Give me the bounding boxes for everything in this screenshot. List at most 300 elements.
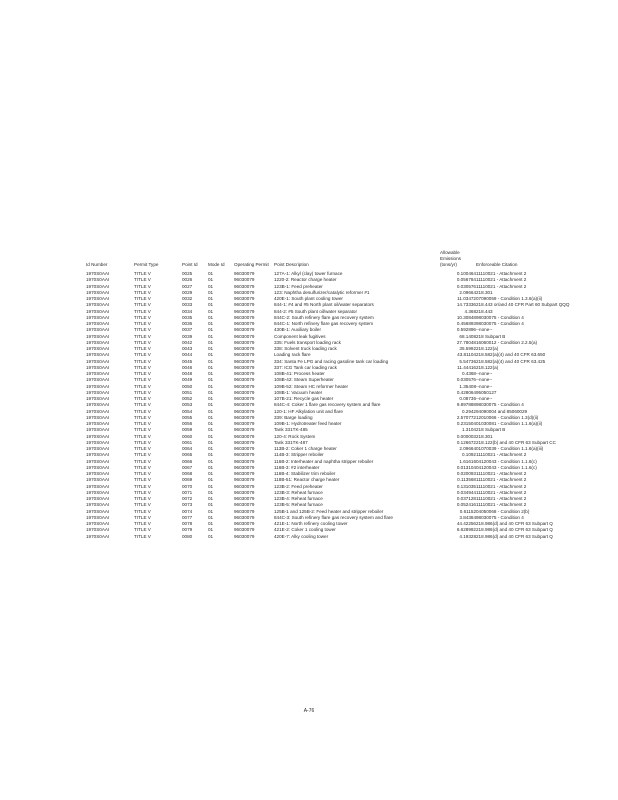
cell-enforceable-citation: 11110021 - Attachment 2 — [476, 502, 527, 508]
cell-mode-id: 01 — [208, 277, 214, 283]
cell-permit-type: TITLE V — [134, 452, 151, 458]
cell-id-number: 1970S0AAI — [86, 533, 110, 539]
cell-point-id: 0046 — [182, 364, 193, 370]
cell-operating-permit: 96030079 — [234, 389, 255, 395]
cell-point-description: 114B-3: Stripper reboiler — [274, 452, 324, 458]
cell-allowable-emissions: 44.42256 — [456, 521, 476, 526]
cell-operating-permit: 96030079 — [234, 308, 255, 314]
cell-permit-type: TITLE V — [134, 308, 151, 314]
cell-point-description: 125B-1 and 125B-2: Feed heater and stripper reboiler — [274, 508, 384, 514]
cell-permit-type: TITLE V — [134, 521, 151, 526]
cell-point-id: 0050 — [182, 383, 193, 389]
cell-enforceable-citation: 218.443 or/and 40 CFR Part 60 Subpart QQQ — [476, 302, 570, 308]
cell-enforceable-citation: 218.986(d) and 40 CFR 63 Subpart Q — [476, 521, 553, 526]
cell-id-number: 1970S0AAI — [86, 514, 110, 520]
header-permit-type: Permit Type — [134, 262, 159, 267]
cell-enforceable-citation: 218.986(d) and 40 CFR 63 Subpart Q — [476, 533, 553, 539]
cell-permit-type: TITLE V — [134, 489, 151, 495]
cell-permit-type: TITLE V — [134, 383, 151, 389]
cell-enforceable-citation: 218.301 — [476, 433, 493, 439]
cell-enforceable-citation: 218.122(b) and 40 CFR 63 Subpart CC — [476, 439, 556, 445]
cell-point-description: 844C-3: South refinery flare gas recovery system and flare — [274, 514, 393, 520]
cell-mode-id: 01 — [208, 389, 214, 395]
cell-mode-id: 01 — [208, 314, 214, 320]
cell-operating-permit: 96030079 — [234, 439, 255, 445]
cell-mode-id: 01 — [208, 371, 214, 376]
cell-permit-type: TITLE V — [134, 439, 151, 445]
cell-point-description: 421E-1: North refinery cooling tower — [274, 521, 348, 526]
cell-point-description: 844C-2: South refinery flare gas recovery system — [274, 314, 374, 320]
cell-point-description: 116B-4: Stabilizer trim reboiler — [274, 471, 336, 476]
cell-operating-permit: 96030079 — [234, 514, 255, 520]
cell-operating-permit: 96030079 — [234, 396, 255, 401]
cell-mode-id: 01 — [208, 458, 214, 464]
cell-allowable-emissions: 0.126672 — [456, 439, 476, 445]
cell-operating-permit: 96030079 — [234, 414, 255, 420]
cell-mode-id: 01 — [208, 377, 214, 383]
cell-point-description: 116B-2: Interheater and naphtha stripper reboiler — [274, 458, 374, 464]
cell-point-id: 0074 — [182, 508, 193, 514]
cell-point-id: 0049 — [182, 377, 193, 383]
cell-point-id: 0071 — [182, 489, 193, 495]
cell-permit-type: TITLE V — [134, 352, 151, 358]
cell-allowable-emissions: 0.056784 — [456, 277, 476, 283]
cell-allowable-emissions: 0.428064 — [456, 389, 476, 395]
cell-enforceable-citation: 01030081 - Condition 1.1.6(a)(ii) — [476, 421, 543, 426]
cell-point-description: 339: Barge loading — [274, 414, 313, 420]
cell-allowable-emissions: 27.78048 — [456, 339, 476, 345]
cell-mode-id: 01 — [208, 489, 214, 495]
cell-permit-type: TITLE V — [134, 327, 151, 333]
cell-enforceable-citation: --none-- — [476, 377, 493, 383]
cell-operating-permit: 96030079 — [234, 302, 255, 308]
cell-mode-id: 01 — [208, 308, 214, 314]
cell-allowable-emissions: 1.35408 — [459, 383, 476, 389]
cell-enforceable-citation: 11110021 - Attachment 2 — [476, 271, 527, 276]
cell-operating-permit: 96030079 — [234, 427, 255, 433]
cell-enforceable-citation: 11110021 - Attachment 2 — [476, 483, 527, 489]
cell-operating-permit: 96030079 — [234, 327, 255, 333]
cell-enforceable-citation: --none-- — [476, 327, 493, 333]
cell-point-id: 0066 — [182, 458, 193, 464]
cell-point-description: 123B-5: Reheat furnace — [274, 502, 323, 508]
cell-mode-id: 01 — [208, 296, 214, 301]
cell-permit-type: TITLE V — [134, 364, 151, 370]
cell-point-description: 123B-2: Feed preheater — [274, 483, 323, 489]
cell-point-description: Tank 331TK-485 — [274, 427, 308, 433]
cell-allowable-emissions: 0.08736 — [459, 396, 476, 401]
cell-allowable-emissions: 1.61616 — [459, 458, 476, 464]
cell-enforceable-citation: 218.301 — [476, 289, 493, 295]
cell-allowable-emissions: 2.09664 — [459, 289, 476, 295]
cell-operating-permit: 96030079 — [234, 471, 255, 476]
cell-allowable-emissions: 43.81104 — [457, 352, 476, 358]
cell-enforceable-citation: 01070039 - Condition 1.1.6(a)(iii) — [476, 446, 544, 451]
cell-id-number: 1970S0AAI — [86, 302, 110, 308]
cell-point-id: 0051 — [182, 389, 193, 395]
cell-permit-type: TITLE V — [134, 527, 151, 533]
cell-enforceable-citation: --none-- — [476, 383, 493, 389]
cell-permit-type: TITLE V — [134, 371, 151, 376]
cell-operating-permit: 96030079 — [234, 458, 255, 464]
cell-point-id: 0026 — [182, 277, 193, 283]
cell-permit-type: TITLE V — [134, 508, 151, 514]
cell-mode-id: 01 — [208, 346, 214, 351]
cell-point-id: 0045 — [182, 358, 193, 364]
cell-operating-permit: 96030079 — [234, 452, 255, 458]
cell-permit-type: TITLE V — [134, 358, 151, 364]
cell-operating-permit: 96030079 — [234, 502, 255, 508]
cell-id-number: 1970S0AAI — [86, 446, 110, 451]
cell-enforceable-citation: 12010066 - Condition 1.3(d)(ii) — [476, 414, 539, 420]
emissions-table — [86, 250, 616, 540]
cell-id-number: 1970S0AAI — [86, 277, 110, 283]
cell-id-number: 1970S0AAI — [86, 521, 110, 526]
cell-point-description: 844C-1: North refinery flare gas recovery system — [274, 321, 374, 326]
cell-id-number: 1970S0AAI — [86, 527, 110, 533]
cell-operating-permit: 96030079 — [234, 508, 255, 514]
cell-enforceable-citation: 11110021 - Attachment 2 — [476, 471, 527, 476]
cell-permit-type: TITLE V — [134, 446, 151, 451]
cell-point-description: 421E-2: Coker 1 cooling tower — [274, 527, 336, 533]
cell-enforceable-citation: 11110021 - Attachment 2 — [476, 452, 527, 458]
cell-allowable-emissions: 0.037128 — [456, 496, 476, 501]
cell-mode-id: 01 — [208, 471, 214, 476]
cell-point-id: 0079 — [182, 527, 193, 533]
cell-permit-type: TITLE V — [134, 533, 151, 539]
cell-point-id: 0067 — [182, 464, 193, 470]
cell-point-description: 120-4: Rock System — [274, 433, 316, 439]
cell-permit-type: TITLE V — [134, 471, 151, 476]
cell-permit-type: TITLE V — [134, 296, 151, 301]
cell-mode-id: 01 — [208, 358, 214, 364]
cell-mode-id: 01 — [208, 433, 214, 439]
cell-point-description: 123B-4: Reheat furnace — [274, 496, 323, 501]
cell-permit-type: TITLE V — [134, 421, 151, 426]
cell-id-number: 1970S0AAI — [86, 377, 110, 383]
cell-allowable-emissions: 0.030576 — [456, 377, 476, 383]
cell-point-id: 0077 — [182, 514, 193, 520]
cell-point-id: 0072 — [182, 496, 193, 501]
cell-mode-id: 01 — [208, 283, 214, 289]
cell-mode-id: 01 — [208, 508, 214, 514]
cell-permit-type: TITLE V — [134, 302, 151, 308]
cell-enforceable-citation: --none-- — [476, 371, 493, 376]
cell-mode-id: 01 — [208, 333, 214, 339]
cell-allowable-emissions: 0.013104 — [456, 464, 476, 470]
header-operating-permit: Operating Permit — [234, 262, 269, 267]
cell-allowable-emissions: 2.570772 — [456, 414, 476, 420]
cell-operating-permit: 96030079 — [234, 527, 255, 533]
cell-enforceable-citation: 11110021 - Attachment 2 — [476, 277, 527, 283]
cell-id-number: 1970S0AAI — [86, 483, 110, 489]
cell-enforceable-citation: 11110021 - Attachment 2 — [476, 489, 527, 495]
cell-mode-id: 01 — [208, 477, 214, 483]
cell-operating-permit: 96030079 — [234, 321, 255, 326]
cell-allowable-emissions: 14.73336 — [456, 302, 476, 308]
cell-operating-permit: 96030079 — [234, 371, 255, 376]
cell-operating-permit: 96030079 — [234, 521, 255, 526]
header-id-number: Id Number — [86, 262, 108, 267]
cell-point-id: 0025 — [182, 271, 193, 276]
cell-id-number: 1970S0AAI — [86, 427, 110, 433]
header-point-description: Point Description — [274, 262, 309, 267]
cell-point-description: Tank 331TK-487 — [274, 439, 308, 445]
cell-enforceable-citation: 218.443 — [476, 308, 493, 314]
cell-operating-permit: 96030079 — [234, 421, 255, 426]
cell-id-number: 1970S0AAI — [86, 402, 110, 408]
cell-enforceable-citation: 04120043 - Condition 1.1.6(c) — [476, 464, 537, 470]
cell-enforceable-citation: --none-- — [476, 396, 493, 401]
header-allowable-emissions: Allowable Emissions (tons/yr) — [440, 250, 461, 267]
cell-point-id: 0080 — [182, 533, 193, 539]
cell-enforceable-citation: 218.986(d) and 40 CFR 63 Subpart Q — [476, 527, 553, 533]
cell-mode-id: 01 — [208, 302, 214, 308]
cell-point-description: 113B-2: Coker 1 charge heater — [274, 446, 337, 451]
cell-allowable-emissions: 0.456893 — [456, 321, 476, 326]
cell-point-id: 0035 — [182, 314, 193, 320]
cell-id-number: 1970S0AAI — [86, 477, 110, 483]
cell-point-id: 0034 — [182, 308, 193, 314]
cell-id-number: 1970S0AAI — [86, 389, 110, 395]
cell-mode-id: 01 — [208, 408, 214, 414]
cell-allowable-emissions: 0.131035 — [456, 483, 476, 489]
cell-mode-id: 01 — [208, 439, 214, 445]
cell-id-number: 1970S0AAI — [86, 471, 110, 476]
cell-enforceable-citation: 218.582(a)(4) and 40 CFR 63.425 — [476, 358, 546, 364]
cell-allowable-emissions: 3.84384 — [459, 514, 476, 520]
cell-point-description: 120-1: HF Alkylation unit and flare — [274, 408, 343, 414]
cell-enforceable-citation: 218.582(a)(4) and 40 CFR 63.650 — [476, 352, 546, 358]
cell-id-number: 1970S0AAI — [86, 346, 110, 351]
cell-mode-id: 01 — [208, 502, 214, 508]
cell-operating-permit: 96030079 — [234, 383, 255, 389]
cell-mode-id: 01 — [208, 514, 214, 520]
cell-point-id: 0036 — [182, 321, 193, 326]
cell-enforceable-citation: 218 Subpart B — [476, 427, 506, 433]
cell-enforceable-citation: 218.122(a) — [476, 364, 499, 370]
cell-operating-permit: 96030079 — [234, 283, 255, 289]
cell-operating-permit: 96030079 — [234, 364, 255, 370]
cell-operating-permit: 96030079 — [234, 271, 255, 276]
cell-id-number: 1970S0AAI — [86, 502, 110, 508]
cell-allowable-emissions: 10.30848 — [456, 314, 476, 320]
cell-id-number: 1970S0AAI — [86, 371, 110, 376]
cell-id-number: 1970S0AAI — [86, 364, 110, 370]
cell-permit-type: TITLE V — [134, 464, 151, 470]
cell-enforceable-citation: 04050068 - Condition 2(b) — [476, 508, 530, 514]
cell-mode-id: 01 — [208, 289, 214, 295]
cell-point-id: 0044 — [182, 352, 193, 358]
cell-enforceable-citation: 98030075 - Condition 4 — [476, 321, 524, 326]
cell-permit-type: TITLE V — [134, 496, 151, 501]
cell-point-id: 0061 — [182, 439, 193, 445]
cell-point-description: 334: Santa Fe LPG and racing gasoline tank car loading — [274, 358, 389, 364]
cell-allowable-emissions: 5.54736 — [459, 358, 476, 364]
cell-enforceable-citation: 218 Subpart B — [476, 333, 506, 339]
cell-point-description: 108B-41: Process heater — [274, 371, 325, 376]
cell-id-number: 1970S0AAI — [86, 289, 110, 295]
cell-id-number: 1970S0AAI — [86, 383, 110, 389]
cell-mode-id: 01 — [208, 364, 214, 370]
cell-enforceable-citation: 11110021 - Attachment 2 — [476, 477, 527, 483]
cell-allowable-emissions: 9.897888 — [456, 402, 476, 408]
cell-id-number: 1970S0AAI — [86, 408, 110, 414]
cell-operating-permit: 96030079 — [234, 433, 255, 439]
cell-enforceable-citation: 16060012 - Condition 2.2.5(a) — [476, 339, 538, 345]
cell-point-id: 0037 — [182, 327, 193, 333]
cell-enforceable-citation: 11110021 - Attachment 2 — [476, 496, 527, 501]
cell-id-number: 1970S0AAI — [86, 314, 110, 320]
cell-point-description: 420E-1: South plant cooling tower — [274, 296, 343, 301]
cell-allowable-emissions: 0.034944 — [456, 489, 476, 495]
cell-point-id: 0042 — [182, 339, 193, 345]
cell-id-number: 1970S0AAI — [86, 308, 110, 314]
cell-id-number: 1970S0AAI — [86, 508, 110, 514]
cell-point-description: 108B-1: Vacuum heater — [274, 389, 323, 395]
cell-mode-id: 01 — [208, 427, 214, 433]
cell-id-number: 1970S0AAI — [86, 452, 110, 458]
cell-permit-type: TITLE V — [134, 477, 151, 483]
cell-allowable-emissions: 0.61152 — [459, 508, 476, 514]
cell-point-description: 109B-1: Hydrotreater feed heater — [274, 421, 342, 426]
cell-point-description: 123B-3: Reheat furnace — [274, 489, 323, 495]
cell-point-id: 0065 — [182, 452, 193, 458]
cell-mode-id: 01 — [208, 396, 214, 401]
cell-point-description: 844-2: #5 South plant oil/water separator — [274, 308, 357, 314]
cell-allowable-emissions: 2.09664 — [459, 446, 476, 451]
cell-enforceable-citation: 98030075 - Condition 4 — [476, 402, 524, 408]
cell-permit-type: TITLE V — [134, 321, 151, 326]
cell-point-id: 0068 — [182, 471, 193, 476]
cell-mode-id: 01 — [208, 464, 214, 470]
table-row — [86, 534, 616, 540]
cell-id-number: 1970S0AAI — [86, 339, 110, 345]
cell-mode-id: 01 — [208, 527, 214, 533]
cell-point-description: 107B-21: Recycle gas heater — [274, 396, 334, 401]
cell-operating-permit: 96030079 — [234, 358, 255, 364]
cell-allowable-emissions: 0.1092 — [461, 452, 476, 458]
cell-allowable-emissions: 0.592896 — [456, 327, 476, 333]
cell-point-description: 123: Naphtha desulfurizer/catalytic reformer #1 — [274, 289, 370, 295]
cell-allowable-emissions: 11.03472 — [457, 296, 476, 301]
cell-id-number: 1970S0AAI — [86, 327, 110, 333]
cell-mode-id: 01 — [208, 452, 214, 458]
header-mode-id: Mode Id — [208, 262, 225, 267]
cell-point-description: 118B-51: Reactor charge heater — [274, 477, 340, 483]
cell-permit-type: TITLE V — [134, 277, 151, 283]
cell-point-id: 0078 — [182, 521, 193, 526]
cell-mode-id: 01 — [208, 521, 214, 526]
cell-id-number: 1970S0AAI — [86, 496, 110, 501]
cell-point-id: 0060 — [182, 433, 193, 439]
cell-point-description: Loading rack flare — [274, 352, 311, 358]
cell-permit-type: TITLE V — [134, 271, 151, 276]
cell-operating-permit: 96030079 — [234, 477, 255, 483]
cell-mode-id: 01 — [208, 339, 214, 345]
cell-point-description: Component leak fugitives — [274, 333, 326, 339]
cell-id-number: 1970S0AAI — [86, 296, 110, 301]
table-body — [86, 271, 616, 540]
cell-point-id: 0073 — [182, 502, 193, 508]
cell-allowable-emissions: 0.2942 — [461, 408, 476, 414]
cell-id-number: 1970S0AAI — [86, 352, 110, 358]
cell-id-number: 1970S0AAI — [86, 458, 110, 464]
page-number: A-76 — [303, 708, 315, 714]
cell-allowable-emissions: 0.113568 — [457, 477, 476, 483]
cell-allowable-emissions: 0.000003 — [456, 433, 476, 439]
cell-permit-type: TITLE V — [134, 346, 151, 351]
cell-allowable-emissions: 4.19328 — [459, 533, 476, 539]
cell-permit-type: TITLE V — [134, 502, 151, 508]
cell-id-number: 1970S0AAI — [86, 433, 110, 439]
cell-permit-type: TITLE V — [134, 414, 151, 420]
cell-allowable-emissions: 11.44416 — [457, 364, 476, 370]
cell-operating-permit: 96030079 — [234, 289, 255, 295]
cell-operating-permit: 96030079 — [234, 346, 255, 351]
cell-allowable-emissions: 0.231504 — [456, 421, 476, 426]
cell-mode-id: 01 — [208, 533, 214, 539]
cell-mode-id: 01 — [208, 496, 214, 501]
cell-point-id: 0052 — [182, 396, 193, 401]
cell-enforceable-citation: 95050127 — [476, 389, 497, 395]
cell-point-id: 0059 — [182, 427, 193, 433]
cell-allowable-emissions: 0.4368 — [461, 371, 476, 376]
cell-point-description: 420E-7: Alky cooling tower — [274, 533, 329, 539]
cell-mode-id: 01 — [208, 402, 214, 408]
cell-operating-permit: 96030079 — [234, 377, 255, 383]
cell-permit-type: TITLE V — [134, 333, 151, 339]
cell-enforceable-citation: 07090059 - Condition 1.3.6(a)(ii) — [476, 296, 543, 301]
cell-point-id: 0029 — [182, 289, 193, 295]
cell-id-number: 1970S0AAI — [86, 396, 110, 401]
cell-allowable-emissions: 0.100464 — [456, 271, 476, 276]
cell-id-number: 1970S0AAI — [86, 283, 110, 289]
cell-operating-permit: 96030079 — [234, 408, 255, 414]
cell-mode-id: 01 — [208, 321, 214, 326]
cell-operating-permit: 96030079 — [234, 533, 255, 539]
cell-operating-permit: 96030079 — [234, 489, 255, 495]
cell-operating-permit: 96030079 — [234, 496, 255, 501]
cell-enforceable-citation: 11110021 - Attachment 2 — [476, 283, 527, 289]
cell-id-number: 1970S0AAI — [86, 414, 110, 420]
cell-point-description: 335: Fuels transport loading rack — [274, 339, 341, 345]
cell-point-description: 844C-4: Coker 1 flare gas recovery system and flare — [274, 402, 381, 408]
cell-permit-type: TITLE V — [134, 402, 151, 408]
cell-permit-type: TITLE V — [134, 458, 151, 464]
cell-operating-permit: 96030079 — [234, 296, 255, 301]
cell-mode-id: 01 — [208, 271, 214, 276]
cell-operating-permit: 96030079 — [234, 402, 255, 408]
cell-allowable-emissions: 1.3104 — [461, 427, 476, 433]
cell-point-id: 0054 — [182, 408, 193, 414]
cell-operating-permit: 96030079 — [234, 464, 255, 470]
cell-point-description: 123B-1: Feed preheater — [274, 283, 323, 289]
cell-allowable-emissions: 6.628992 — [456, 527, 476, 533]
cell-enforceable-citation: 94090004 and 85060029 — [476, 408, 528, 414]
cell-permit-type: TITLE V — [134, 483, 151, 489]
cell-operating-permit: 96030079 — [234, 352, 255, 358]
header-enforceable-citation: Enforceable Citation — [476, 262, 518, 267]
cell-point-id: 0043 — [182, 346, 193, 351]
cell-mode-id: 01 — [208, 446, 214, 451]
cell-operating-permit: 96030079 — [234, 333, 255, 339]
cell-id-number: 1970S0AAI — [86, 358, 110, 364]
cell-point-id: 0033 — [182, 302, 193, 308]
cell-permit-type: TITLE V — [134, 433, 151, 439]
cell-mode-id: 01 — [208, 383, 214, 389]
cell-point-description: 109B-52: Steam HC reformer heater — [274, 383, 349, 389]
